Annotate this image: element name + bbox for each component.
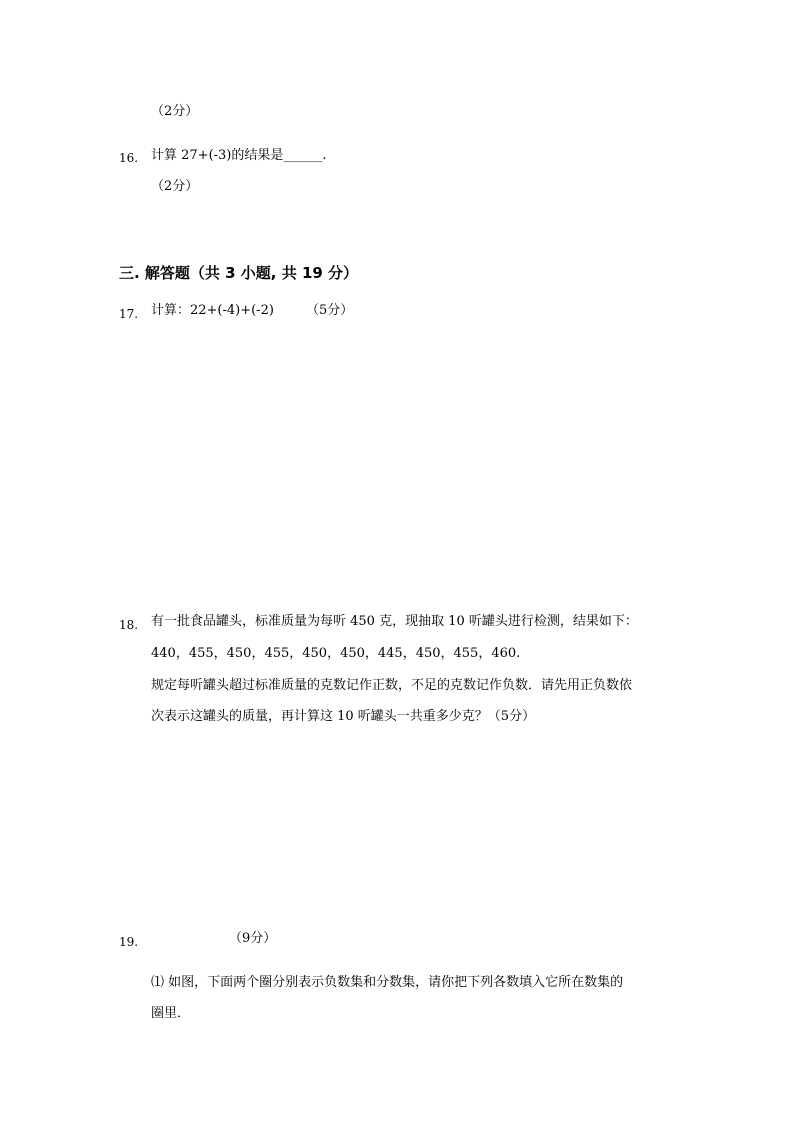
q16-text: 计算 27+(-3)的结果是______. [151, 148, 327, 163]
q16-score: （2分） [151, 179, 199, 194]
q18-line2: 440，455，450，455，450，450，445，450，455，460. [151, 646, 521, 661]
q19-part1-line1: ⑴ 如图，下面两个圈分别表示负数集和分数集，请你把下列各数填入它所在数集的 [151, 975, 624, 990]
q18-line3: 规定每听罐头超过标准质量的克数记作正数，不足的克数记作负数．请先用正负数依 [151, 678, 633, 693]
q17-number: 17. [119, 307, 139, 321]
q19-score: （9分） [229, 931, 277, 946]
section-3-title: 三. 解答题（共 3 小题, 共 19 分） [119, 264, 359, 282]
q18-line1: 有一批食品罐头，标准质量为每听 450 克，现抽取 10 听罐头进行检测，结果如下： [151, 614, 638, 629]
q17-score: （5分） [306, 303, 354, 318]
q18-line4: 次表示这罐头的质量，再计算这 10 听罐头一共重多少克？（5分） [151, 709, 536, 724]
q19-part1-line2: 圈里． [151, 1006, 191, 1021]
q17-text: 计算：22+(-4)+(-2) [151, 303, 274, 318]
q19-number: 19. [119, 935, 139, 949]
q16-number: 16. [119, 151, 139, 165]
q15-score: （2分） [151, 104, 199, 119]
q18-number: 18. [119, 618, 139, 632]
